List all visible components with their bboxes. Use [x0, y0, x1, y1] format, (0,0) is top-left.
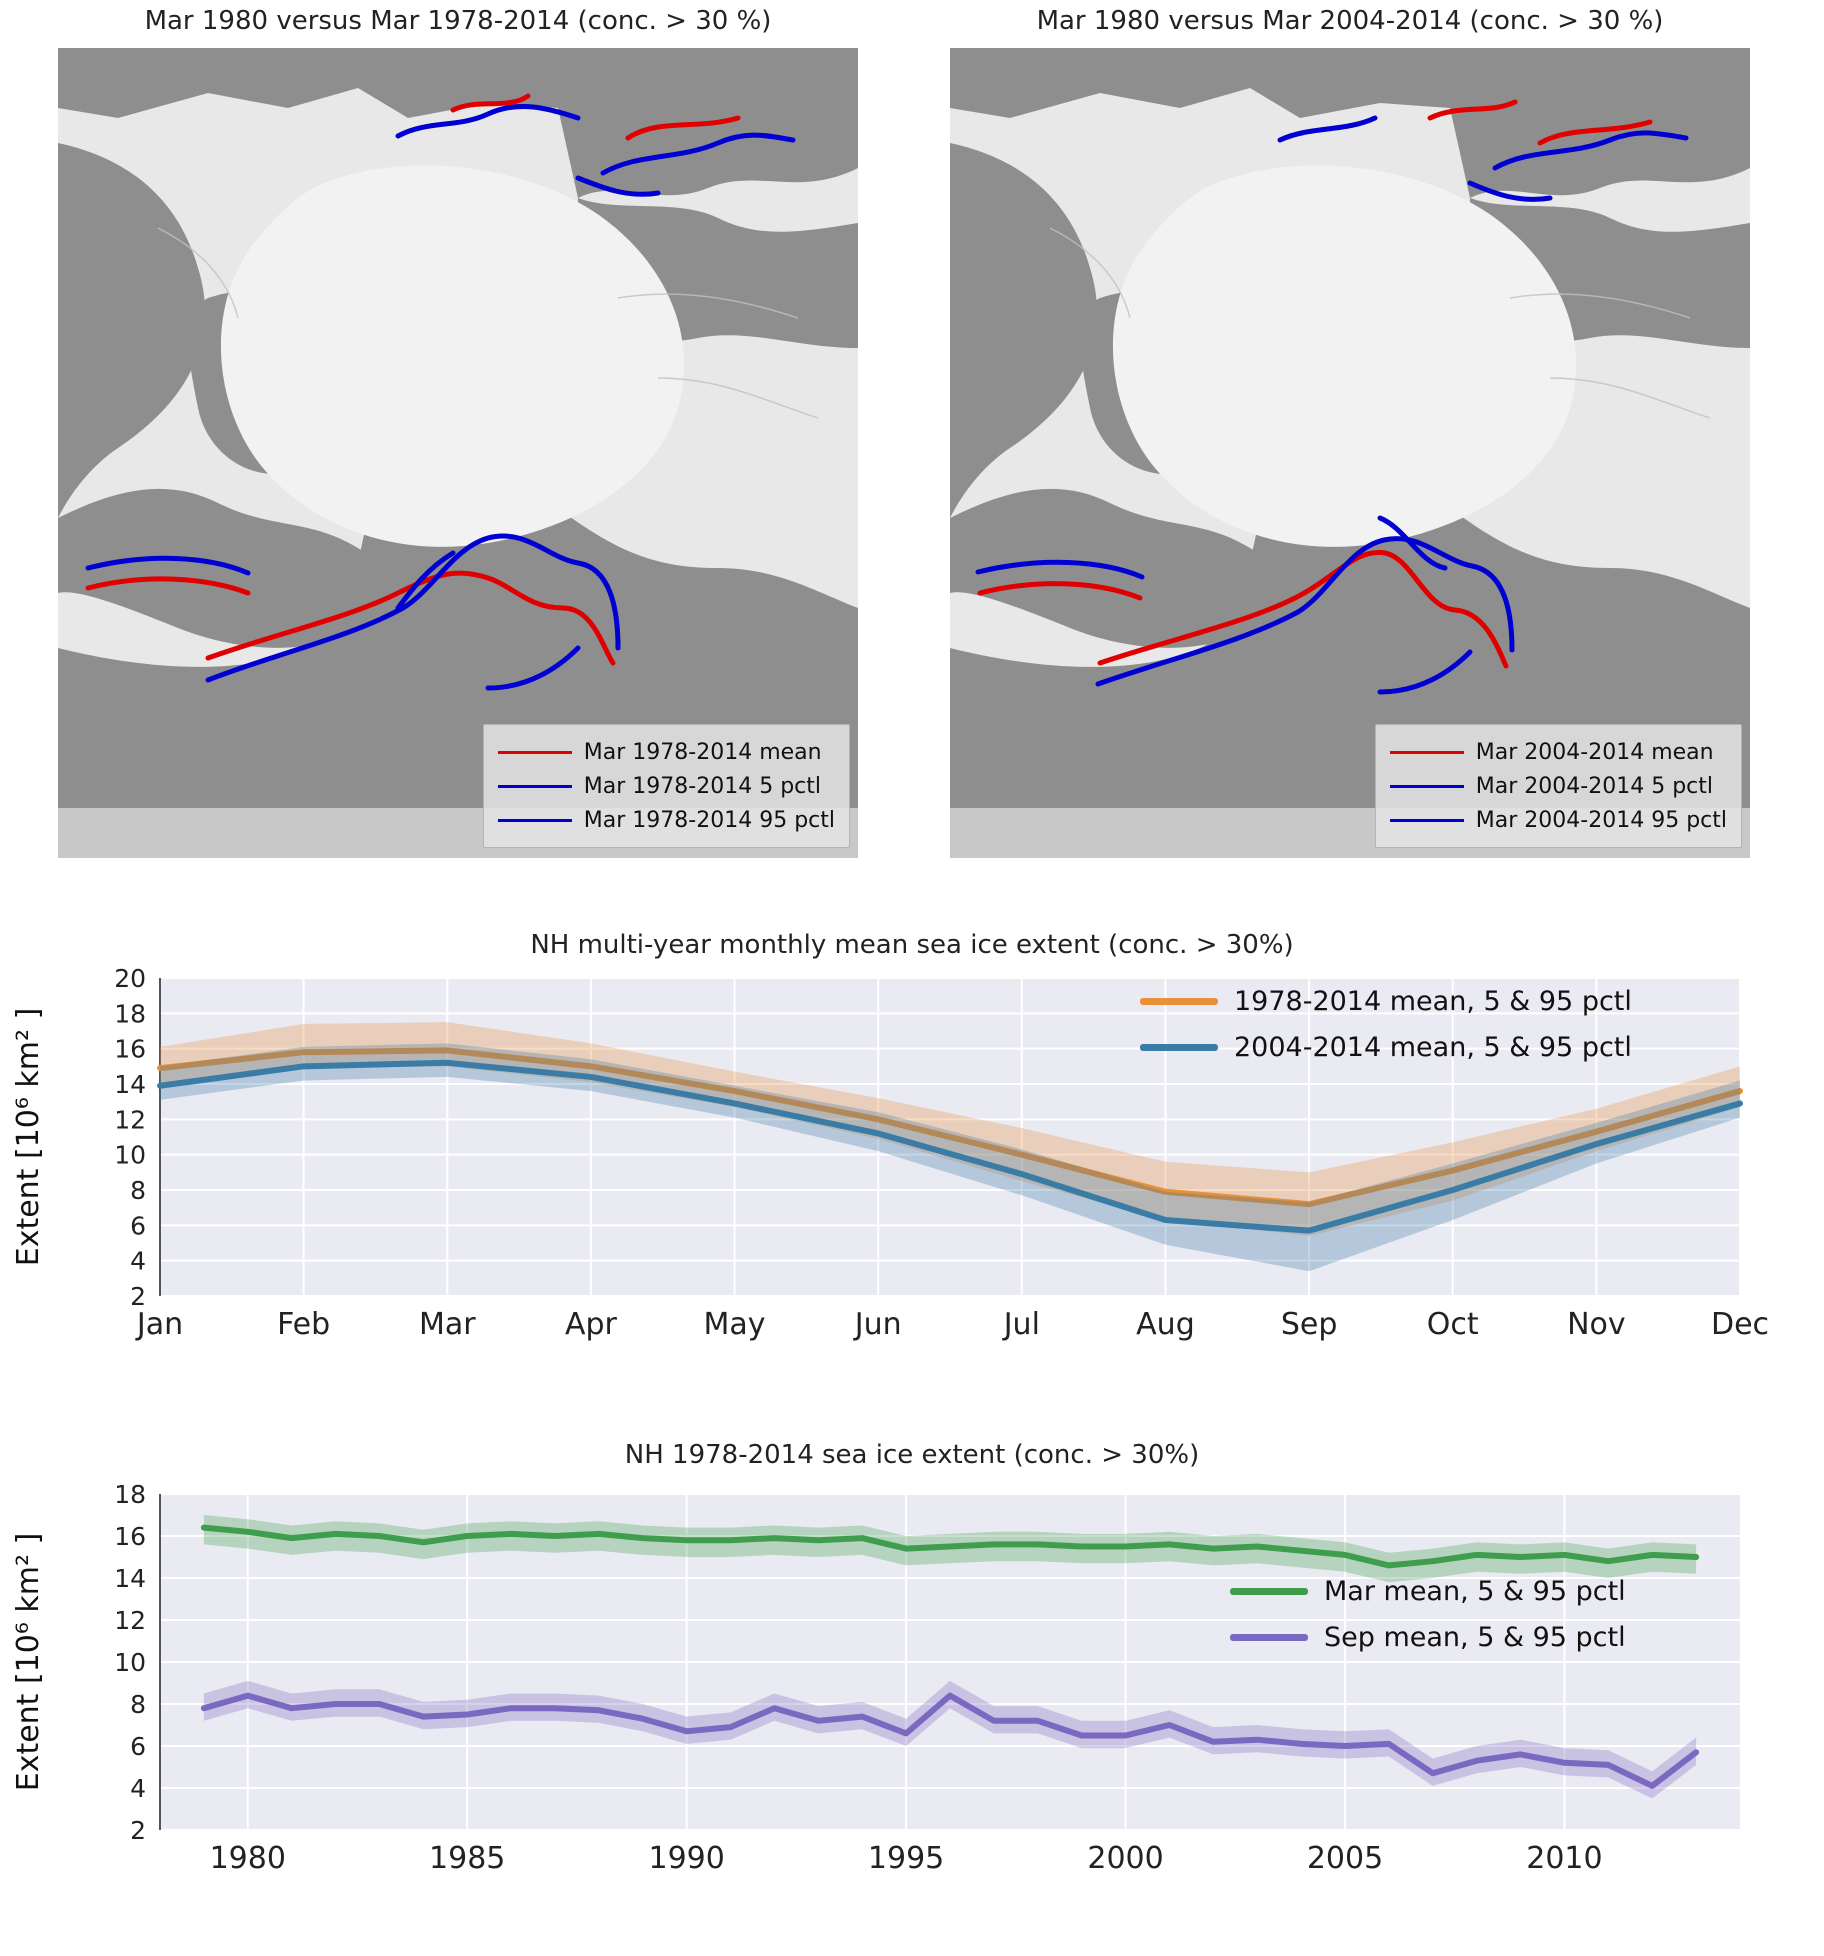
legend-line-icon	[498, 751, 572, 754]
svg-text:Extent [10⁶ km² ]: Extent [10⁶ km² ]	[11, 1007, 46, 1267]
svg-text:Apr: Apr	[564, 1307, 617, 1342]
svg-text:1995: 1995	[867, 1841, 945, 1876]
svg-text:4: 4	[130, 1774, 146, 1803]
legend-label: Mar 1978-2014 5 pctl	[583, 773, 821, 799]
yearly-extent-chart	[0, 1440, 1824, 1940]
legend-item	[498, 769, 835, 803]
legend-label: Mar 2004-2014 95 pctl	[1475, 807, 1727, 833]
svg-text:18: 18	[114, 999, 146, 1029]
legend-item	[1230, 1568, 1626, 1614]
legend-item	[1230, 1614, 1626, 1660]
svg-text:2005: 2005	[1306, 1841, 1384, 1876]
map-image-left	[58, 48, 858, 858]
legend-item	[1390, 769, 1727, 803]
legend-swatch-icon	[1140, 1044, 1218, 1051]
svg-text:Oct: Oct	[1426, 1307, 1479, 1342]
monthly-extent-chart	[0, 930, 1824, 1400]
svg-text:1980: 1980	[209, 1841, 286, 1876]
monthly-chart-legend	[1140, 978, 1632, 1070]
svg-text:10: 10	[114, 1140, 146, 1170]
yearly-chart-legend	[1230, 1568, 1626, 1660]
map-title-left: Mar 1980 versus Mar 1978-2014 (conc. > 30 %)	[144, 6, 772, 36]
svg-text:16: 16	[114, 1034, 146, 1064]
legend-swatch-icon	[1140, 998, 1218, 1005]
svg-text:Mar: Mar	[418, 1307, 476, 1342]
svg-text:2: 2	[130, 1816, 146, 1845]
svg-text:Jun: Jun	[854, 1307, 902, 1342]
svg-text:Sep: Sep	[1280, 1307, 1338, 1342]
map-legend-left	[483, 724, 850, 848]
svg-text:Jan: Jan	[136, 1307, 184, 1342]
legend-item	[1390, 803, 1727, 837]
map-title-right: Mar 1980 versus Mar 2004-2014 (conc. > 30 %)	[1036, 6, 1664, 36]
legend-label: Mar 1978-2014 95 pctl	[583, 807, 835, 833]
yearly-chart-svg	[0, 1470, 1824, 1920]
svg-text:2000: 2000	[1087, 1841, 1164, 1876]
legend-item	[498, 803, 835, 837]
svg-text:May: May	[703, 1307, 766, 1342]
legend-line-icon	[1390, 785, 1464, 788]
legend-swatch-icon	[1230, 1634, 1308, 1641]
svg-text:12: 12	[114, 1105, 146, 1135]
svg-text:Feb: Feb	[277, 1307, 331, 1342]
svg-text:6: 6	[130, 1732, 146, 1761]
svg-text:Aug: Aug	[1136, 1307, 1195, 1342]
svg-text:4: 4	[130, 1246, 146, 1276]
legend-item	[498, 735, 835, 769]
monthly-chart-title: NH multi-year monthly mean sea ice extent (conc. > 30%)	[530, 930, 1294, 960]
map-panel-right	[950, 6, 1750, 858]
svg-text:18: 18	[114, 1480, 146, 1509]
svg-text:6: 6	[130, 1211, 146, 1241]
svg-text:1985: 1985	[429, 1841, 506, 1876]
svg-text:Dec: Dec	[1710, 1307, 1770, 1342]
legend-label: Mar 1978-2014 mean	[583, 739, 822, 765]
legend-label: Mar mean, 5 & 95 pctl	[1324, 1575, 1626, 1607]
svg-text:10: 10	[114, 1648, 146, 1677]
legend-label: Mar 2004-2014 mean	[1475, 739, 1714, 765]
map-legend-right	[1375, 724, 1742, 848]
map-panels	[0, 0, 1824, 900]
svg-text:Jul: Jul	[1003, 1307, 1040, 1342]
map-image-right	[950, 48, 1750, 858]
svg-text:Extent [10⁶ km² ]: Extent [10⁶ km² ]	[11, 1532, 46, 1792]
svg-text:8: 8	[130, 1176, 146, 1205]
svg-text:12: 12	[114, 1606, 146, 1635]
svg-text:1990: 1990	[648, 1841, 725, 1876]
legend-label: Sep mean, 5 & 95 pctl	[1324, 1621, 1626, 1653]
legend-label: 1978-2014 mean, 5 & 95 pctl	[1234, 985, 1632, 1017]
legend-line-icon	[498, 785, 572, 788]
legend-line-icon	[1390, 819, 1464, 822]
svg-text:8: 8	[130, 1690, 146, 1719]
legend-line-icon	[1390, 751, 1464, 754]
yearly-chart-title: NH 1978-2014 sea ice extent (conc. > 30%)	[624, 1440, 1200, 1470]
legend-item	[1140, 978, 1632, 1024]
svg-text:Nov: Nov	[1567, 1307, 1626, 1342]
svg-text:14: 14	[114, 1564, 146, 1593]
legend-swatch-icon	[1230, 1588, 1308, 1595]
map-panel-left	[58, 6, 858, 858]
svg-text:2010: 2010	[1526, 1841, 1603, 1876]
svg-text:20: 20	[114, 964, 146, 993]
legend-item	[1140, 1024, 1632, 1070]
legend-label: Mar 2004-2014 5 pctl	[1475, 773, 1713, 799]
svg-text:14: 14	[114, 1070, 146, 1099]
legend-item	[1390, 735, 1727, 769]
svg-text:16: 16	[114, 1522, 146, 1551]
legend-line-icon	[498, 819, 572, 822]
svg-text:2: 2	[130, 1282, 146, 1311]
legend-label: 2004-2014 mean, 5 & 95 pctl	[1234, 1031, 1632, 1063]
